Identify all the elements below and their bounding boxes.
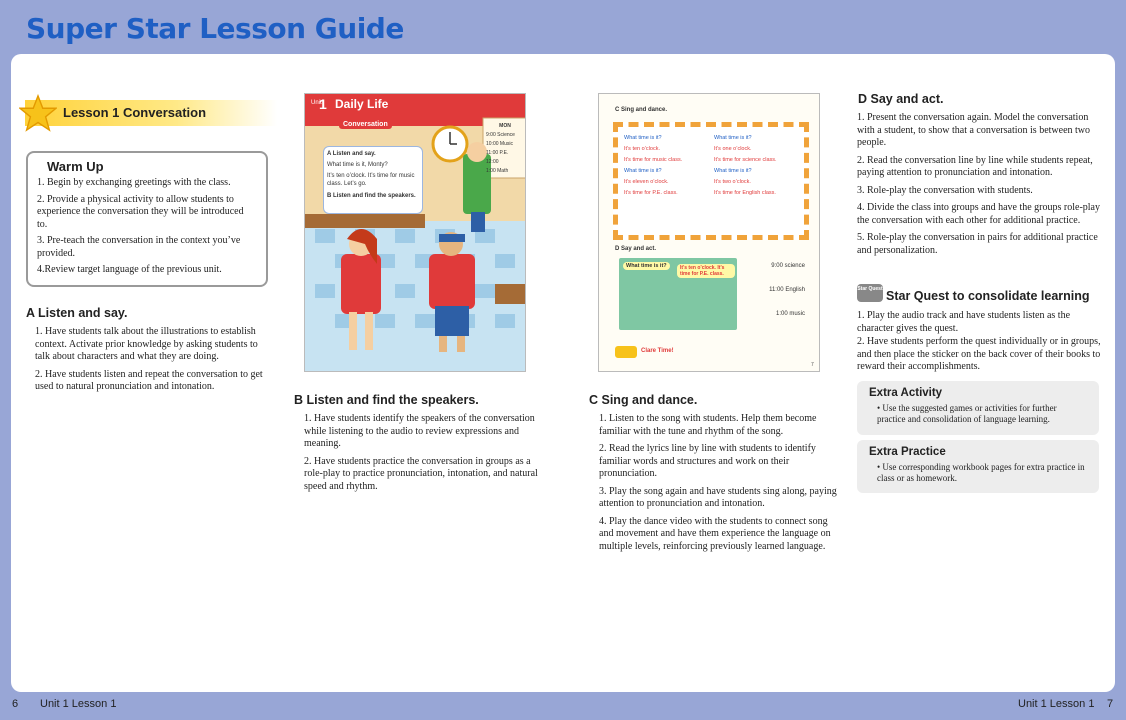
list-item: 1. Listen to the song with students. Help them become familiar with the tune and rhythm of the song.: [599, 413, 817, 437]
list-item: 2. Read the lyrics line by line with students to identify familiar words and structures and work on their pronunciation.: [599, 443, 816, 479]
lyric-line: What time is it?: [624, 135, 662, 141]
page-title: Super Star Lesson Guide: [26, 12, 404, 45]
footer-left-page-number: 6: [12, 698, 19, 710]
lyric-line: It’s one o’clock.: [714, 146, 752, 152]
song-frame: [613, 122, 809, 240]
extra-activity-text: • Use the suggested games or activities for further practice and consolidation of language learning.: [877, 403, 1057, 424]
list-item: 1. Begin by exchanging greetings with the class.: [37, 177, 231, 188]
lesson-label: Lesson 1 Conversation: [63, 105, 207, 120]
d-label: D Say and act.: [615, 246, 657, 252]
section-a-title: A Listen and say.: [26, 306, 128, 320]
speech-bubble: What time is it?: [623, 262, 670, 270]
schedule-row: 1:00 Math: [486, 168, 509, 174]
schedule-row: 12:00: [486, 159, 499, 165]
star-quest-list: [857, 310, 1101, 379]
extra-activity-box: [857, 381, 1099, 435]
list-item: 3. Role-play the conversation with students.: [857, 184, 1033, 196]
list-item: 2. Read the conversation line by line while students repeat, paying attention to pronunciation and intonation.: [857, 154, 1093, 178]
section-c-list: [599, 413, 839, 558]
lesson-tab: Conversation: [339, 120, 392, 129]
list-item: 2. Have students perform the quest individually or in groups, and then place the sticker on the back cover of their books to reward their accomplishments.: [857, 336, 1101, 372]
list-item: 2. Have students listen and repeat the conversation to get used to natural pronunciation and intonation.: [35, 368, 263, 392]
list-item: 1. Have students talk about the illustrations to establish context. Activate prior knowledge by asking students to talk about characters and what they are doing.: [35, 326, 258, 362]
list-item: 2. Provide a physical activity to allow students to experience the conversation they will be introduced to.: [37, 193, 244, 230]
schedule-row: 9:00 Science: [486, 132, 515, 138]
list-item: 2. Have students practice the conversation in groups as a role-play to practice pronunciation, intonation, and natural speed and rhythm.: [304, 455, 538, 492]
song-lyrics: [624, 135, 804, 196]
list-item: 5. Role-play the conversation in pairs for additional practice and personalization.: [857, 232, 1098, 256]
star-icon: [19, 94, 57, 132]
a-label: A Listen and say.: [327, 151, 376, 157]
dialogue-line: What time is it, Monty?: [327, 162, 388, 168]
section-b-list: [304, 413, 540, 498]
say-act-scene: [619, 258, 737, 330]
lyric-line: It’s ten o’clock.: [624, 146, 660, 152]
speech-bubble: It’s ten o’clock. It’s time for P.E. class.: [677, 264, 735, 278]
list-item: 3. Pre-teach the conversation in the context you’ve provided.: [37, 235, 241, 259]
lyric-line: It’s time for music class.: [624, 157, 683, 163]
time-cards: [745, 258, 805, 330]
section-a-list: [35, 326, 267, 399]
dialogue-box: [323, 146, 423, 214]
clare-time-label: Clare Time!: [641, 348, 674, 354]
warm-up-box: [26, 151, 268, 287]
footer-right-page-number: 7: [1107, 698, 1114, 710]
extra-practice-text: • Use corresponding workbook pages for extra practice in class or as homework.: [877, 462, 1085, 483]
footer-right-text: Unit 1 Lesson 1: [1018, 698, 1095, 710]
unit-title: Daily Life: [335, 97, 389, 111]
book-page-illustration-left: [304, 93, 526, 372]
section-d-title: D Say and act.: [858, 92, 944, 106]
list-item: 1. Have students identify the speakers of the conversation while listening to the audio to review expressions and meaning.: [304, 413, 535, 449]
lyric-line: It’s two o’clock.: [714, 179, 751, 185]
extra-activity-title: Extra Activity: [869, 387, 943, 399]
time-card: 11:00 English: [769, 287, 805, 293]
list-item: 1. Play the audio track and have students listen as the character gives the quest.: [857, 310, 1071, 334]
lyric-line: It’s time for P.E. class.: [624, 190, 678, 196]
book-page-number: 7: [811, 362, 814, 368]
list-item: 3. Play the song again and have students sing along, paying attention to pronunciation and intonation.: [599, 485, 837, 509]
schedule-row: MON: [499, 123, 511, 129]
list-item: 4. Divide the class into groups and have the groups role-play the conversation with each other for additional practice.: [857, 202, 1100, 226]
dialogue-line: It’s ten o’clock. It’s time for music class. Let’s go.: [327, 173, 415, 187]
lyric-line: It’s time for English class.: [714, 190, 776, 196]
section-b-title: B Listen and find the speakers.: [294, 393, 479, 407]
time-card: 1:00 music: [775, 311, 805, 317]
book-page-illustration-right: [598, 93, 820, 372]
time-card: 9:00 science: [771, 263, 805, 269]
list-item: 4.Review target language of the previous unit.: [37, 264, 222, 275]
footer-left-text: Unit 1 Lesson 1: [40, 698, 117, 710]
schedule-row: 11:00 P.E.: [486, 150, 509, 156]
unit-label: Unit: [311, 100, 322, 106]
star-quest-logo: Star Quest: [857, 284, 883, 302]
schedule: [486, 122, 524, 176]
warm-up-title: Warm Up: [47, 159, 104, 174]
list-item: 4. Play the dance video with the students to connect song and movement and have them experience the language on multiple levels, reinforcing previously learned language.: [599, 515, 831, 552]
lyric-line: It’s eleven o’clock.: [624, 179, 669, 185]
b-label: B Listen and find the speakers.: [327, 193, 416, 199]
extra-practice-box: [857, 440, 1099, 493]
star-quest-title: Star Quest to consolidate learning: [886, 289, 1090, 303]
section-d-list: [857, 112, 1101, 262]
schedule-row: 10:00 Music: [486, 141, 513, 147]
unit-number: 1: [319, 96, 327, 112]
lyric-line: It’s time for science class.: [714, 157, 777, 163]
section-c-title: C Sing and dance.: [589, 393, 698, 407]
lyric-line: What time is it?: [624, 168, 662, 174]
extra-practice-title: Extra Practice: [869, 446, 946, 458]
lyric-line: What time is it?: [714, 168, 752, 174]
c-label: C Sing and dance.: [615, 107, 668, 113]
list-item: 1. Present the conversation again. Model the conversation with a student, to show that a conversation is between two people.: [857, 112, 1091, 148]
clare-icon: [615, 346, 637, 358]
lyric-line: What time is it?: [714, 135, 752, 141]
lesson-banner: [25, 100, 277, 126]
